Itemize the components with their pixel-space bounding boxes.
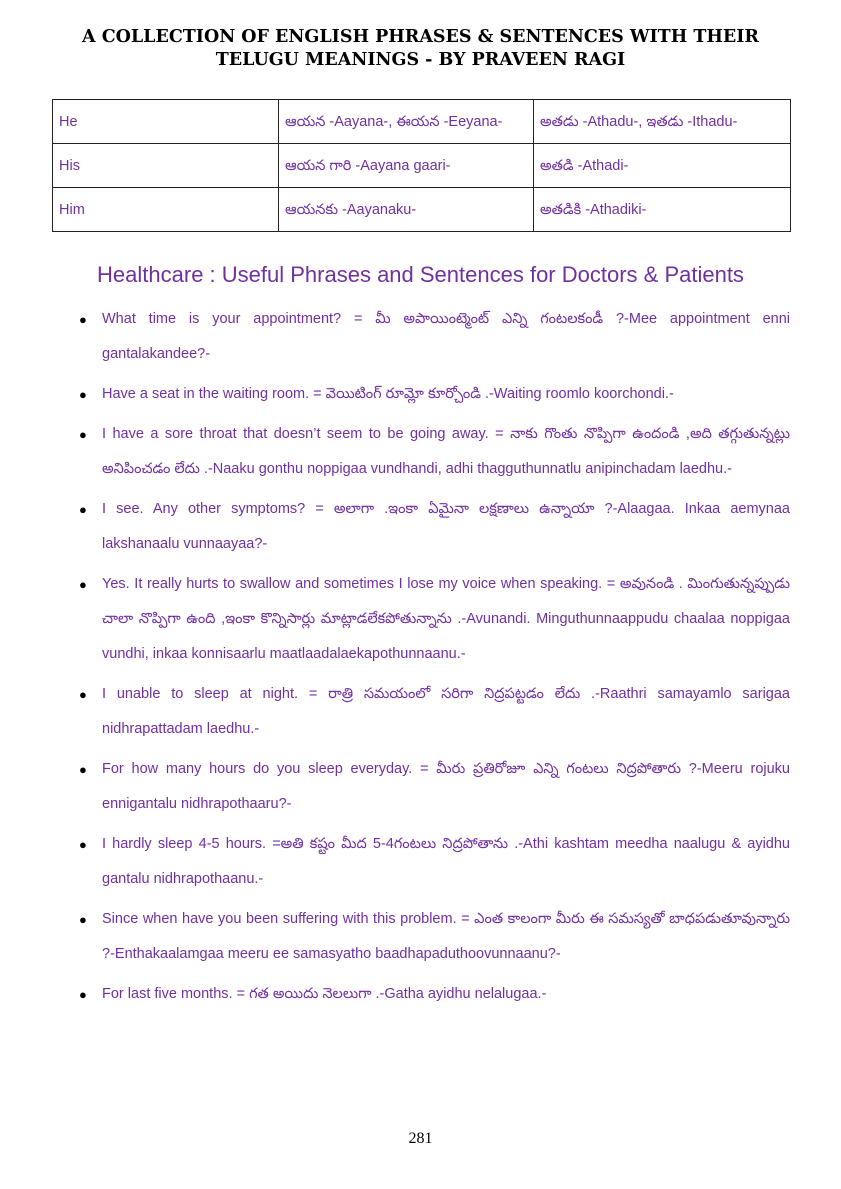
phrase-text: I unable to sleep at night. = రాత్రి సమయంలో సరిగా నిద్రపట్టడం లేదు .-Raathri samayamlo sarigaa nidhrapattadam laedhu.- bbox=[102, 686, 790, 737]
list-item bbox=[52, 567, 790, 672]
header-line-1: A COLLECTION OF ENGLISH PHRASES & SENTENCES WITH THEIR bbox=[82, 27, 759, 47]
phrase-text: I see. Any other symptoms? = అలాగా .ఇంకా ఏమైనా లక్షణాలు ఉన్నాయా ?-Alaagaa. Inkaa aemynaa lakshanaalu vunnaayaa?- bbox=[102, 501, 790, 552]
table-cell-telugu-formal: ఆయనకు -Aayanaku- bbox=[279, 188, 534, 232]
list-item bbox=[52, 902, 790, 972]
bullet-icon: ● bbox=[79, 577, 87, 592]
phrase-text: I have a sore throat that doesn’t seem to be going away. = నాకు గొంతు నొప్పిగా ఉందండి ,అది తగ్గుతున్నట్లు అనిపించడం లేదు .-Naaku gonthu noppigaa vundhandi, adhi thagguthunnatlu anipinchadam laedhu.- bbox=[102, 426, 790, 477]
bullet-icon: ● bbox=[79, 312, 87, 327]
phrase-text: Yes. It really hurts to swallow and sometimes I lose my voice when speaking. = అవునండి . మింగుతున్నప్పుడు చాలా నొప్పిగా ఉంది ,ఇంకా కొన్నిసార్లు మాట్లాడలేకపోతున్నాను .-Avunandi. Minguthunnaappudu chaalaa noppigaa vundhi, inkaa konnisaarlu maatlaadalaekapothunnaanu.- bbox=[102, 576, 790, 662]
bullet-icon: ● bbox=[79, 762, 87, 777]
table-row bbox=[53, 144, 791, 188]
table-cell-english: His bbox=[53, 144, 279, 188]
list-item bbox=[52, 302, 790, 372]
section-title: Healthcare : Useful Phrases and Sentences for Doctors & Patients bbox=[97, 262, 744, 287]
phrase-list bbox=[52, 302, 790, 1017]
list-item bbox=[52, 377, 790, 412]
list-item bbox=[52, 752, 790, 822]
phrase-text: Have a seat in the waiting room. = వెయిటింగ్ రూమ్లో కూర్చోండి .-Waiting roomlo koorchondi.- bbox=[102, 386, 674, 402]
phrase-text: I hardly sleep 4-5 hours. =అతి కష్టం మీద 5-4గంటలు నిద్రపోతాను .-Athi kashtam meedha naalugu & ayidhu gantalu nidhrapothaanu.- bbox=[102, 836, 790, 887]
list-item bbox=[52, 677, 790, 747]
table-cell-telugu-formal: ఆయన గారి -Aayana gaari- bbox=[279, 144, 534, 188]
bullet-icon: ● bbox=[79, 987, 87, 1002]
page-header bbox=[40, 26, 801, 72]
list-item bbox=[52, 492, 790, 562]
table-row bbox=[53, 188, 791, 232]
table-cell-telugu-informal: అతడి -Athadi- bbox=[534, 144, 791, 188]
list-item bbox=[52, 827, 790, 897]
bullet-icon: ● bbox=[79, 837, 87, 852]
phrase-text: For last five months. = గత అయిదు నెలలుగా .-Gatha ayidhu nelalugaa.- bbox=[102, 986, 547, 1002]
header-line-2: TELUGU MEANINGS - BY PRAVEEN RAGI bbox=[215, 50, 626, 70]
bullet-icon: ● bbox=[79, 502, 87, 517]
phrase-text: Since when have you been suffering with this problem. = ఎంత కాలంగా మీరు ఈ సమస్యతో బాధపడుతూవున్నారు ?-Enthakaalamgaa meeru ee samasyatho baadhapaduthoovunnaanu?- bbox=[102, 911, 790, 962]
table-cell-telugu-informal: అతడు -Athadu-, ఇతడు -Ithadu- bbox=[534, 100, 791, 144]
bullet-icon: ● bbox=[79, 427, 87, 442]
bullet-icon: ● bbox=[79, 687, 87, 702]
page-number: 281 bbox=[408, 1130, 433, 1147]
phrase-text: For how many hours do you sleep everyday. = మీరు ప్రతిరోజూ ఎన్ని గంటలు నిద్రపోతారు ?-Meeru rojuku ennigantalu nidhrapothaaru?- bbox=[102, 761, 790, 812]
vocabulary-table bbox=[52, 99, 791, 232]
phrase-text: What time is your appointment? = మీ అపాయింట్మెంట్ ఎన్ని గంటలకండీ ?-Mee appointment enni gantalakandee?- bbox=[102, 311, 790, 362]
table-cell-telugu-formal: ఆయన -Aayana-, ఈయన -Eeyana- bbox=[279, 100, 534, 144]
list-item bbox=[52, 977, 790, 1012]
bullet-icon: ● bbox=[79, 912, 87, 927]
table-cell-english: Him bbox=[53, 188, 279, 232]
table-row bbox=[53, 100, 791, 144]
bullet-icon: ● bbox=[79, 387, 87, 402]
list-item bbox=[52, 417, 790, 487]
table-cell-telugu-informal: అతడికి -Athadiki- bbox=[534, 188, 791, 232]
table-cell-english: He bbox=[53, 100, 279, 144]
